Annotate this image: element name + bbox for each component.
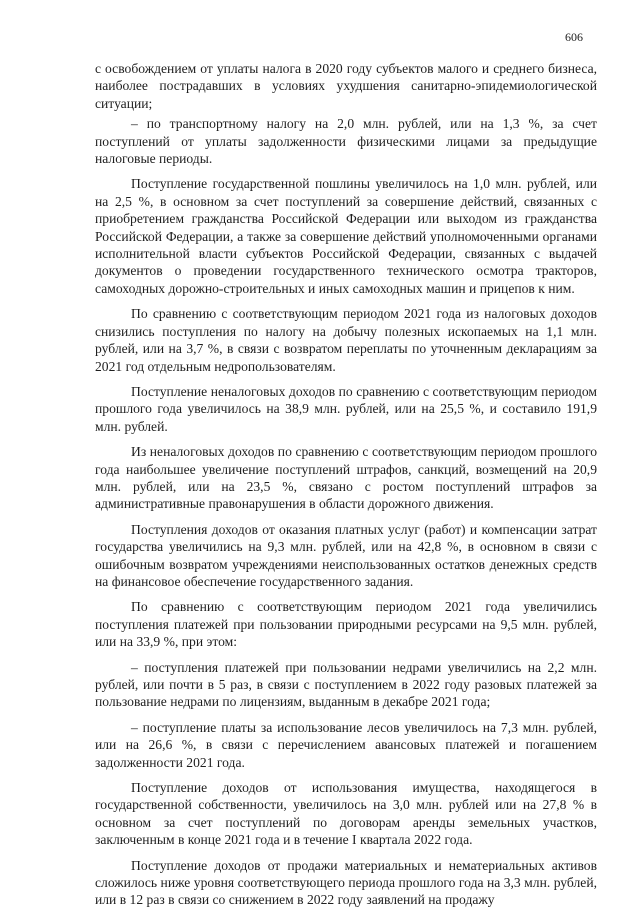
document-body	[95, 60, 597, 917]
paragraph: Поступление доходов от продажи материальных и нематериальных активов сложилось ниже уровня соответствующего периода прошлого года на 3,3 млн. рублей, или в 12 раз в связи со снижением в 2022 году заявлений на продажу	[95, 857, 597, 908]
paragraph: – поступления платежей при пользовании недрами увеличились на 2,2 млн. рублей, или почти в 5 раз, в связи с поступлением в 2022 году разовых платежей за пользование недрами по лицензиям, выданным в декабре 2021 года;	[95, 659, 597, 710]
paragraph: Из неналоговых доходов по сравнению с соответствующим периодом прошлого года наибольшее увеличение поступлений штрафов, санкций, возмещений на 20,9 млн. рублей, или на 23,5 %, связано с ростом поступлений штрафов за административные правонарушения в области дорожного движения.	[95, 444, 597, 512]
paragraph: с освобождением от уплаты налога в 2020 году субъектов малого и среднего бизнеса, наиболее пострадавших в условиях ухудшения санитарно-эпидемиологической ситуации;	[95, 61, 597, 111]
paragraph: Поступление доходов от использования имущества, находящегося в государственной собственности, увеличилось на 3,0 млн. рублей или на 27,8 % в основном за счет поступлений по договорам аренды земельных участков, заключенным в конце 2021 года и в течение I квартала 2022 года.	[95, 780, 597, 848]
paragraph: – по транспортному налогу на 2,0 млн. рублей, или на 1,3 %, за счет поступлений от уплаты задолженности физическими лицами за предыдущие налоговые периоды.	[95, 116, 597, 167]
paragraph: По сравнению с соответствующим периодом 2021 года увеличились поступления платежей при пользовании природными ресурсами на 9,5 млн. рублей, или на 33,9 %, при этом:	[95, 599, 597, 650]
paragraph: Поступление государственной пошлины увеличилось на 1,0 млн. рублей, или на 2,5 %, в основном за счет поступлений за совершение действий, связанных с приобретением гражданства Российской Федерации или выходом из гражданства Российской Федерации, а также за совершение действий уполномоченными органами исполнительной власти субъектов Российской Федерации, связанных с выдачей документов о проведении государственного технического осмотра тракторов, самоходных дорожно-строительных и иных самоходных машин и прицепов к ним.	[95, 176, 597, 296]
paragraph: По сравнению с соответствующим периодом 2021 года из налоговых доходов снизились поступления по налогу на добычу полезных ископаемых на 1,1 млн. рублей, или на 3,7 %, в связи с возвратом переплаты по уточненным декларациям за 2021 год отдельным недропользователям.	[95, 306, 597, 374]
paragraph: Поступление неналоговых доходов по сравнению с соответствующим периодом прошлого года увеличилось на 38,9 млн. рублей, или на 25,5 %, и составило 191,9 млн. рублей.	[95, 383, 597, 434]
paragraph: – поступление платы за использование лесов увеличилось на 7,3 млн. рублей, или на 26,6 %, в связи с перечислением авансовых платежей и погашением задолженности 2021 года.	[95, 719, 597, 770]
paragraph: Поступления доходов от оказания платных услуг (работ) и компенсации затрат государства увеличились на 9,3 млн. рублей, или на 42,8 %, в основном в связи с ошибочным возвратом учреждениями неиспользованных остатков денежных средств на финансовое обеспечение государственного задания.	[95, 521, 597, 589]
page-number: 606	[565, 30, 583, 44]
